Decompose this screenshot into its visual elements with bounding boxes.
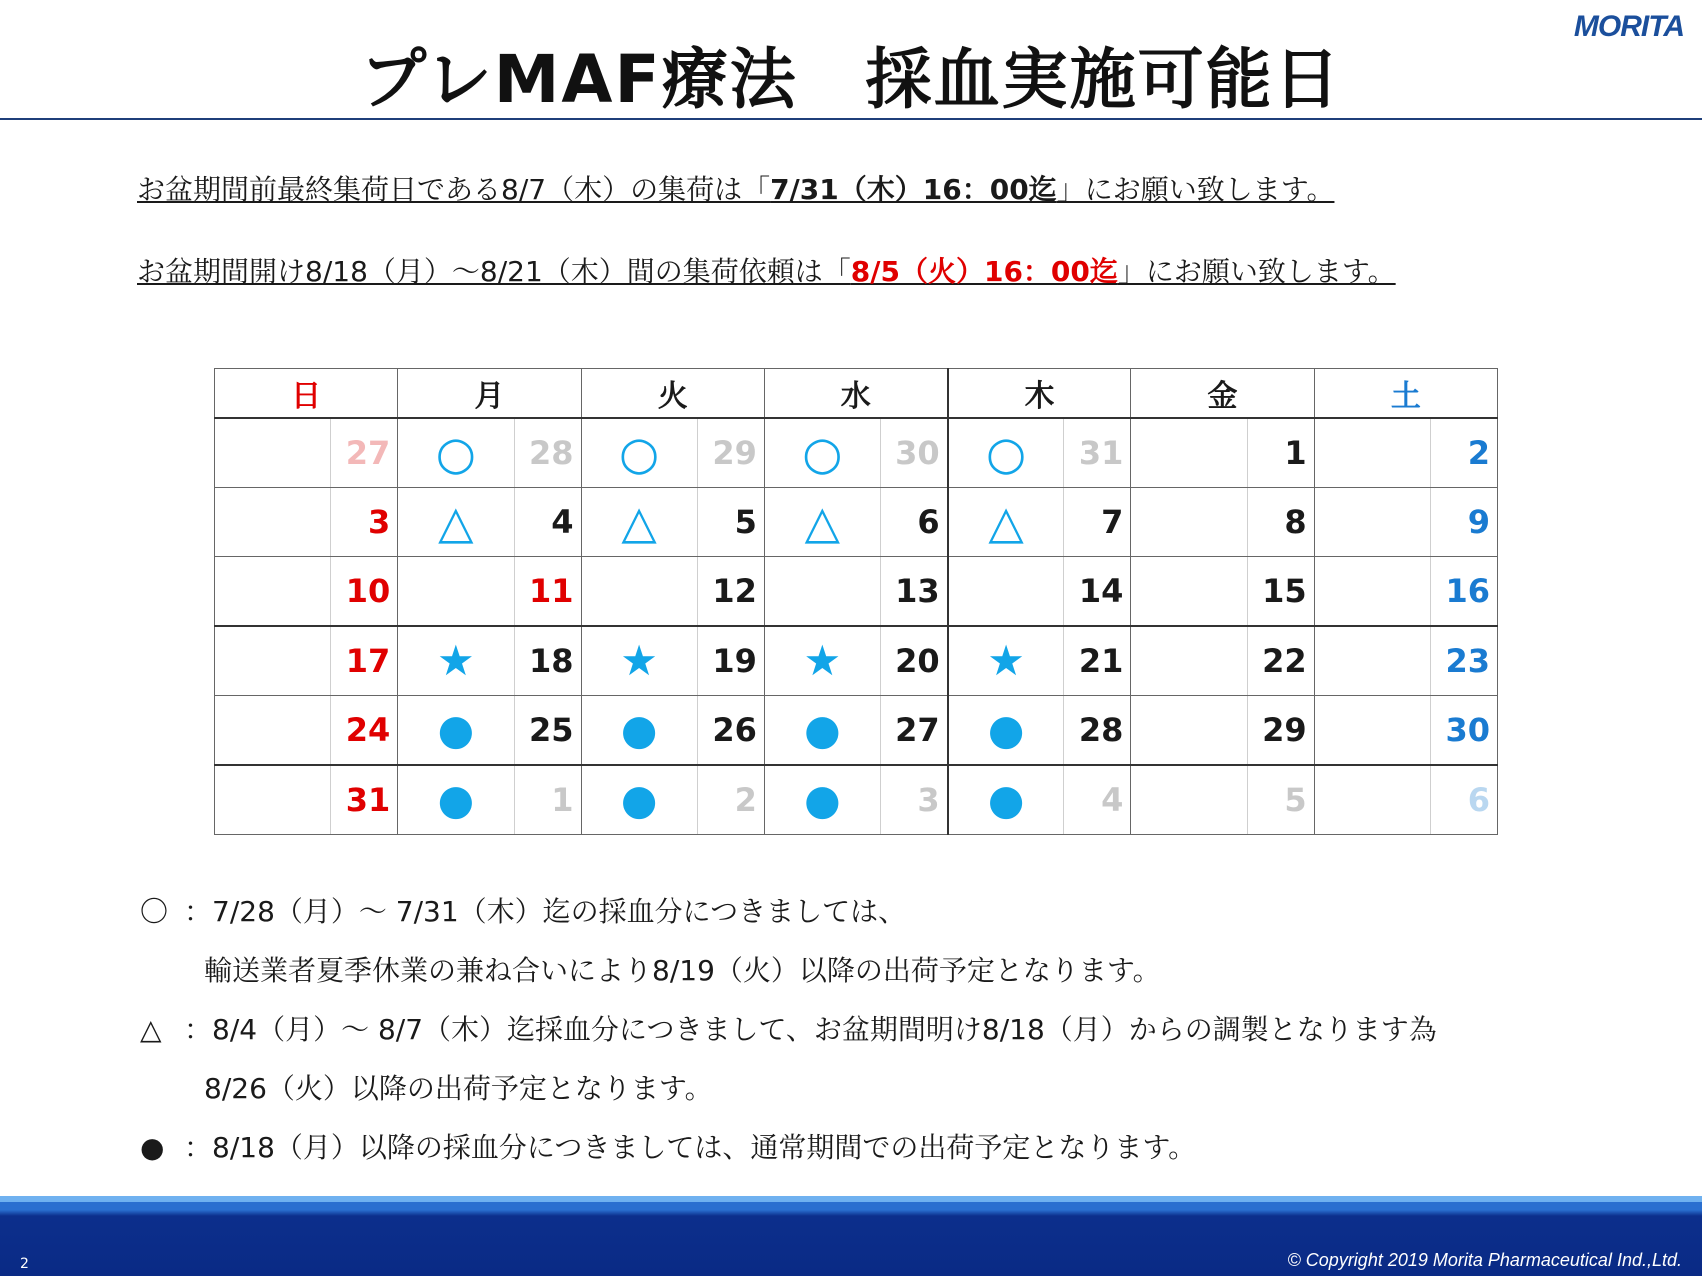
day-number: 16 [1430,557,1497,625]
day-number: 22 [1247,627,1314,695]
calendar-week-row [215,765,1498,835]
day-number: 3 [880,766,947,834]
calendar-day-cell-tue [581,557,764,627]
day-number: 29 [697,419,764,487]
availability-mark-icon [1131,766,1246,834]
availability-mark-icon [215,488,330,556]
day-number: 23 [1430,627,1497,695]
notice-2-deadline: 8/5（火）16：00迄 [850,255,1118,288]
day-number: 14 [1063,557,1130,625]
availability-mark-icon: ★ [987,636,1025,685]
calendar-day-cell-tue [581,765,764,835]
calendar-day-cell-mon [398,696,581,766]
title-divider [0,118,1702,120]
header-thursday: 木 [948,369,1131,419]
calendar-day-cell-sat [1314,418,1497,488]
legend-circle-line-2: 輸送業者夏季休業の兼ね合いにより8/19（火）以降の出荷予定となります。 [204,954,1161,987]
availability-mark-icon [1315,488,1430,556]
day-number: 4 [1063,766,1130,834]
calendar-day-cell-fri [1131,557,1314,627]
availability-mark-icon [215,766,330,834]
day-number: 5 [1247,766,1314,834]
legend-circle-line-1: ：7/28（月）～ 7/31（木）迄の採血分につきましては、 [184,895,907,928]
header-tuesday: 火 [581,369,764,419]
availability-mark-icon: ● [804,775,841,824]
availability-mark-icon: ● [987,705,1025,754]
availability-mark-icon: ● [437,775,475,824]
availability-mark-icon: ● [987,775,1025,824]
notice-2-suffix: 」にお願い致します。 [1117,255,1396,288]
calendar-day-cell-sat [1314,626,1497,696]
calendar-day-cell-sun [215,557,398,627]
day-number: 24 [330,696,397,764]
calendar-day-cell-mon [398,626,581,696]
day-number: 27 [880,696,947,764]
day-number: 10 [330,557,397,625]
calendar-day-cell-tue [581,488,764,557]
day-number: 27 [330,419,397,487]
day-number: 13 [880,557,947,625]
header-friday: 金 [1131,369,1314,419]
availability-mark-icon [765,557,880,625]
day-number: 28 [514,419,581,487]
legend-triangle-line-1: ：8/4（月）～ 8/7（木）迄採血分につきまして、お盆期間明け8/18（月）からの調製となります為 [184,1013,1437,1046]
calendar-day-cell-wed [764,418,947,488]
day-number: 21 [1063,627,1130,695]
legend-dot [140,1126,1196,1166]
header-saturday: 土 [1314,369,1497,419]
availability-mark-icon: ○ [986,426,1027,480]
notice-post-holiday-pickup [137,250,1396,290]
header-monday: 月 [398,369,581,419]
day-number: 1 [514,766,581,834]
notice-1-deadline: 7/31（木）16：00迄 [770,173,1057,206]
day-number: 7 [1063,488,1130,556]
page-title: プレMAF療法 採血実施可能日 [360,41,1342,118]
calendar-day-cell-fri [1131,765,1314,835]
notice-1-prefix: お盆期間前最終集荷日である8/7（木）の集荷は「 [137,173,771,206]
triangle-symbol: △ [140,1013,162,1046]
calendar-week-row [215,696,1498,766]
calendar-week-row [215,418,1498,488]
day-number: 3 [330,488,397,556]
availability-mark-icon: △ [438,495,474,549]
calendar-day-cell-mon [398,557,581,627]
availability-mark-icon: ★ [620,636,658,685]
availability-mark-icon [398,557,513,625]
calendar-day-cell-fri [1131,696,1314,766]
availability-mark-icon [1315,419,1430,487]
day-number: 28 [1063,696,1130,764]
calendar-day-cell-sat [1314,488,1497,557]
calendar-day-cell-fri [1131,626,1314,696]
calendar-day-cell-tue [581,696,764,766]
calendar-day-cell-thu [948,418,1131,488]
day-number: 29 [1247,696,1314,764]
day-number: 2 [697,766,764,834]
day-number: 20 [880,627,947,695]
dot-symbol: ● [140,1131,165,1164]
availability-mark-icon: ○ [802,426,843,480]
calendar-day-cell-sun [215,626,398,696]
availability-mark-icon [1131,557,1246,625]
calendar-day-cell-sun [215,488,398,557]
day-number: 8 [1247,488,1314,556]
day-number: 30 [880,419,947,487]
availability-mark-icon: ○ [435,426,476,480]
calendar-day-cell-mon [398,765,581,835]
calendar-week-row [215,557,1498,627]
calendar-week-row [215,488,1498,557]
copyright: © Copyright 2019 Morita Pharmaceutical Ind.,Ltd. [1287,1250,1682,1270]
legend-triangle [140,1008,1437,1048]
availability-mark-icon: ● [620,775,658,824]
availability-mark-icon [1131,419,1246,487]
circle-symbol: 〇 [140,895,169,928]
day-number: 12 [697,557,764,625]
day-number: 30 [1430,696,1497,764]
availability-mark-icon [1315,696,1430,764]
availability-mark-icon [1131,696,1246,764]
calendar-day-cell-thu [948,557,1131,627]
calendar-day-cell-fri [1131,488,1314,557]
availability-mark-icon [215,627,330,695]
calendar-week-row [215,626,1498,696]
availability-mark-icon: △ [621,495,657,549]
availability-mark-icon [1131,488,1246,556]
availability-mark-icon: ★ [436,636,475,685]
morita-logo: MORITA [1573,10,1684,43]
calendar-day-cell-tue [581,418,764,488]
day-number: 31 [330,766,397,834]
calendar-day-cell-mon [398,418,581,488]
day-number: 9 [1430,488,1497,556]
calendar-day-cell-sat [1314,765,1497,835]
availability-mark-icon [215,557,330,625]
calendar-day-cell-wed [764,488,947,557]
day-number: 6 [1430,766,1497,834]
legend-circle [140,890,906,930]
day-number: 18 [514,627,581,695]
calendar-day-cell-sun [215,696,398,766]
calendar-day-cell-mon [398,488,581,557]
day-number: 6 [880,488,947,556]
day-number: 17 [330,627,397,695]
day-number: 11 [514,557,581,625]
calendar-day-cell-fri [1131,418,1314,488]
availability-mark-icon [1131,627,1246,695]
calendar-day-cell-wed [764,557,947,627]
calendar-day-cell-thu [948,765,1131,835]
day-number: 4 [514,488,581,556]
notice-2-prefix: お盆期間開け8/18（月）～8/21（木）間の集荷依頼は「 [137,255,851,288]
calendar-header-row [215,369,1498,419]
availability-mark-icon [215,419,330,487]
calendar-day-cell-tue [581,626,764,696]
header-sunday: 日 [215,369,398,419]
availability-mark-icon: ● [804,705,841,754]
calendar-day-cell-sun [215,418,398,488]
day-number: 19 [697,627,764,695]
day-number: 26 [697,696,764,764]
notice-final-pickup [137,168,1334,208]
availability-mark-icon [949,557,1064,625]
availability-mark-icon: ● [437,705,475,754]
calendar-day-cell-thu [948,626,1131,696]
header-wednesday: 水 [764,369,947,419]
day-number: 31 [1063,419,1130,487]
availability-mark-icon: ○ [618,426,660,480]
day-number: 5 [697,488,764,556]
legend-dot-line-1: ：8/18（月）以降の採血分につきましては、通常期間での出荷予定となります。 [184,1131,1197,1164]
availability-mark-icon [1315,627,1430,695]
availability-mark-icon: △ [804,495,841,549]
availability-mark-icon [582,557,697,625]
availability-mark-icon: ● [620,705,658,754]
availability-mark-icon [215,696,330,764]
blood-draw-calendar [214,368,1498,835]
day-number: 25 [514,696,581,764]
legend-triangle-line-2: 8/26（火）以降の出荷予定となります。 [204,1072,713,1105]
availability-mark-icon: ★ [803,636,842,685]
day-number: 2 [1430,419,1497,487]
day-number: 15 [1247,557,1314,625]
page-number: 2 [20,1256,29,1272]
calendar-day-cell-wed [764,765,947,835]
availability-mark-icon [1315,557,1430,625]
notice-1-suffix: 」にお願い致します。 [1056,173,1335,206]
availability-mark-icon: △ [988,495,1024,549]
calendar-day-cell-sat [1314,696,1497,766]
calendar-day-cell-wed [764,696,947,766]
day-number: 1 [1247,419,1314,487]
calendar-day-cell-thu [948,696,1131,766]
calendar-day-cell-sat [1314,557,1497,627]
calendar-day-cell-sun [215,765,398,835]
calendar-day-cell-wed [764,626,947,696]
calendar-day-cell-thu [948,488,1131,557]
availability-mark-icon [1315,766,1430,834]
